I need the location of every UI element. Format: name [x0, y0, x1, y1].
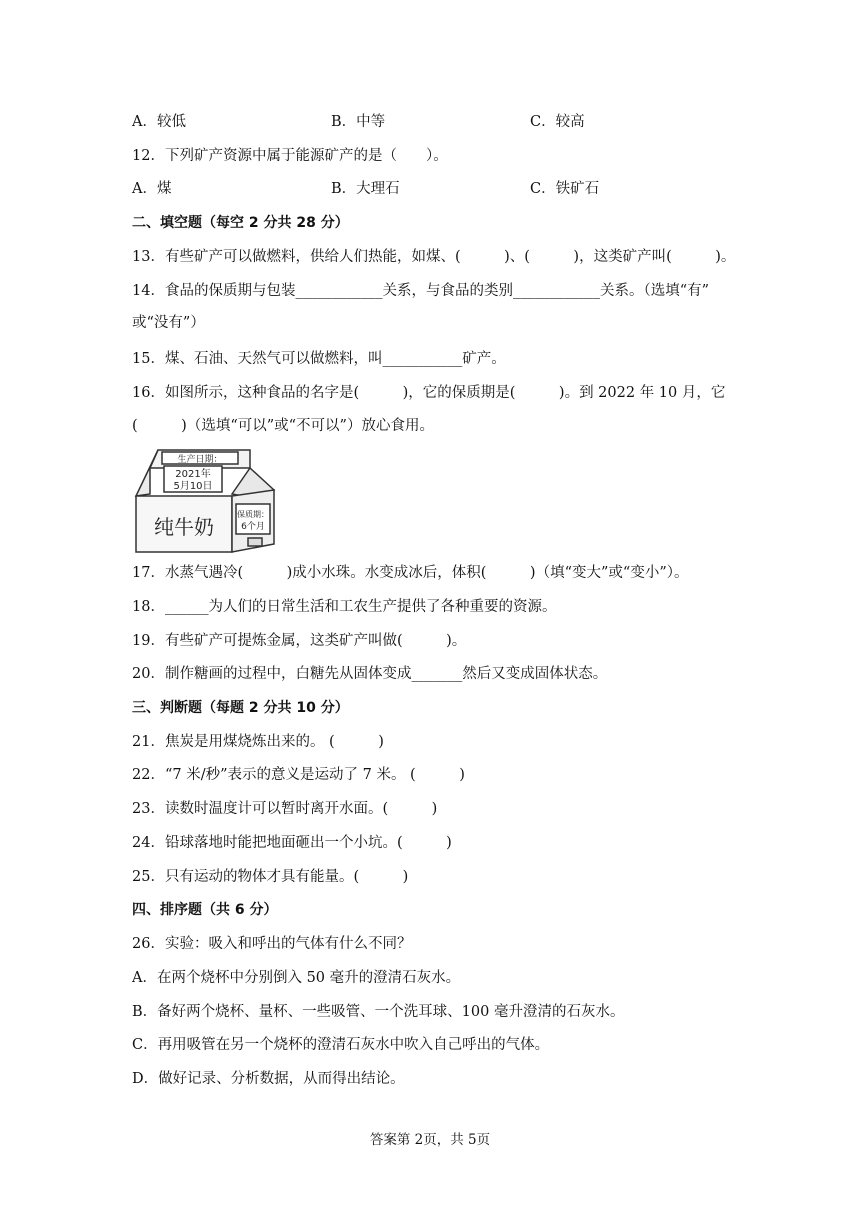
- q11-option-c: C．较高: [530, 114, 585, 130]
- section-heading-fill-in: 二、填空题（每空 2 分共 28 分）: [132, 215, 349, 231]
- question-12: 12．下列矿产资源中属于能源矿产的是（ ）。: [132, 148, 448, 164]
- milk-shelf-value: 6个月: [241, 522, 265, 532]
- q12-option-c: C．铁矿石: [530, 181, 600, 197]
- question-19: 19．有些矿产可提炼金属，这类矿产叫做( )。: [132, 633, 467, 649]
- question-18: 18．______为人们的日常生活和工农生产提供了各种重要的资源。: [132, 599, 557, 615]
- q26-step-b: B．备好两个烧杯、量杯、一些吸管、一个洗耳球、100 毫升澄清的石灰水。: [132, 1004, 625, 1020]
- milk-production-date: 5月10日: [173, 481, 213, 492]
- question-13: 13．有些矿产可以做燃料，供给人们热能，如煤、( )、( )，这类矿产叫( )。: [132, 249, 736, 265]
- q11-option-a: A．较低: [132, 114, 186, 130]
- page-footer: 答案第 2页，共 5页: [369, 1132, 491, 1148]
- section-heading-true-false: 三、判断题（每题 2 分共 10 分）: [132, 700, 349, 716]
- section-heading-ordering: 四、排序题（共 6 分）: [132, 902, 278, 918]
- question-14-line-1: 14．食品的保质期与包装____________关系，与食品的类别____________关系。（选填“有”: [132, 283, 710, 299]
- question-26: 26．实验：吸入和呼出的气体有什么不同？: [132, 936, 412, 952]
- question-21: 21．焦炭是用煤烧炼出来的。 ( ): [132, 734, 384, 750]
- question-23: 23．读数时温度计可以暂时离开水面。( ): [132, 801, 438, 817]
- q11-option-b: B．中等: [331, 114, 386, 130]
- q12-option-a: A．煤: [132, 181, 172, 197]
- question-16-line-2: ( )（选填“可以”或“不可以”）放心食用。: [132, 418, 434, 434]
- q26-step-c: C．再用吸管在另一个烧杯的澄清石灰水中吹入自己呼出的气体。: [132, 1037, 550, 1053]
- q26-step-a: A．在两个烧杯中分别倒入 50 毫升的澄清石灰水。: [132, 970, 461, 986]
- question-22: 22．“7 米/秒”表示的意义是运动了 7 米。 ( ): [132, 767, 465, 783]
- milk-shelf-label: 保质期：: [237, 510, 269, 519]
- milk-product-name: 纯牛奶: [154, 515, 214, 539]
- question-24: 24．铅球落地时能把地面砸出一个小坑。( ): [132, 835, 452, 851]
- question-15: 15．煤、石油、天然气可以做燃料，叫___________矿产。: [132, 351, 506, 367]
- q12-option-b: B．大理石: [331, 181, 400, 197]
- question-17: 17．水蒸气遇冷( )成小水珠。水变成冰后，体积( )（填“变大”或“变小”）。: [132, 565, 689, 581]
- question-16-line-1: 16．如图所示，这种食品的名字是( )，它的保质期是( )。到 2022 年 10 月，它: [132, 385, 726, 401]
- question-25: 25．只有运动的物体才具有能量。( ): [132, 869, 409, 885]
- milk-carton-figure: [132, 446, 278, 554]
- question-14-line-2: 或“没有”）: [132, 315, 205, 331]
- question-20: 20．制作糖画的过程中，白糖先从固体变成_______然后又变成固体状态。: [132, 666, 608, 682]
- milk-production-year: 2021年: [175, 469, 211, 480]
- milk-production-label: 生产日期：: [177, 455, 223, 465]
- q26-step-d: D．做好记录、分析数据，从而得出结论。: [132, 1071, 405, 1087]
